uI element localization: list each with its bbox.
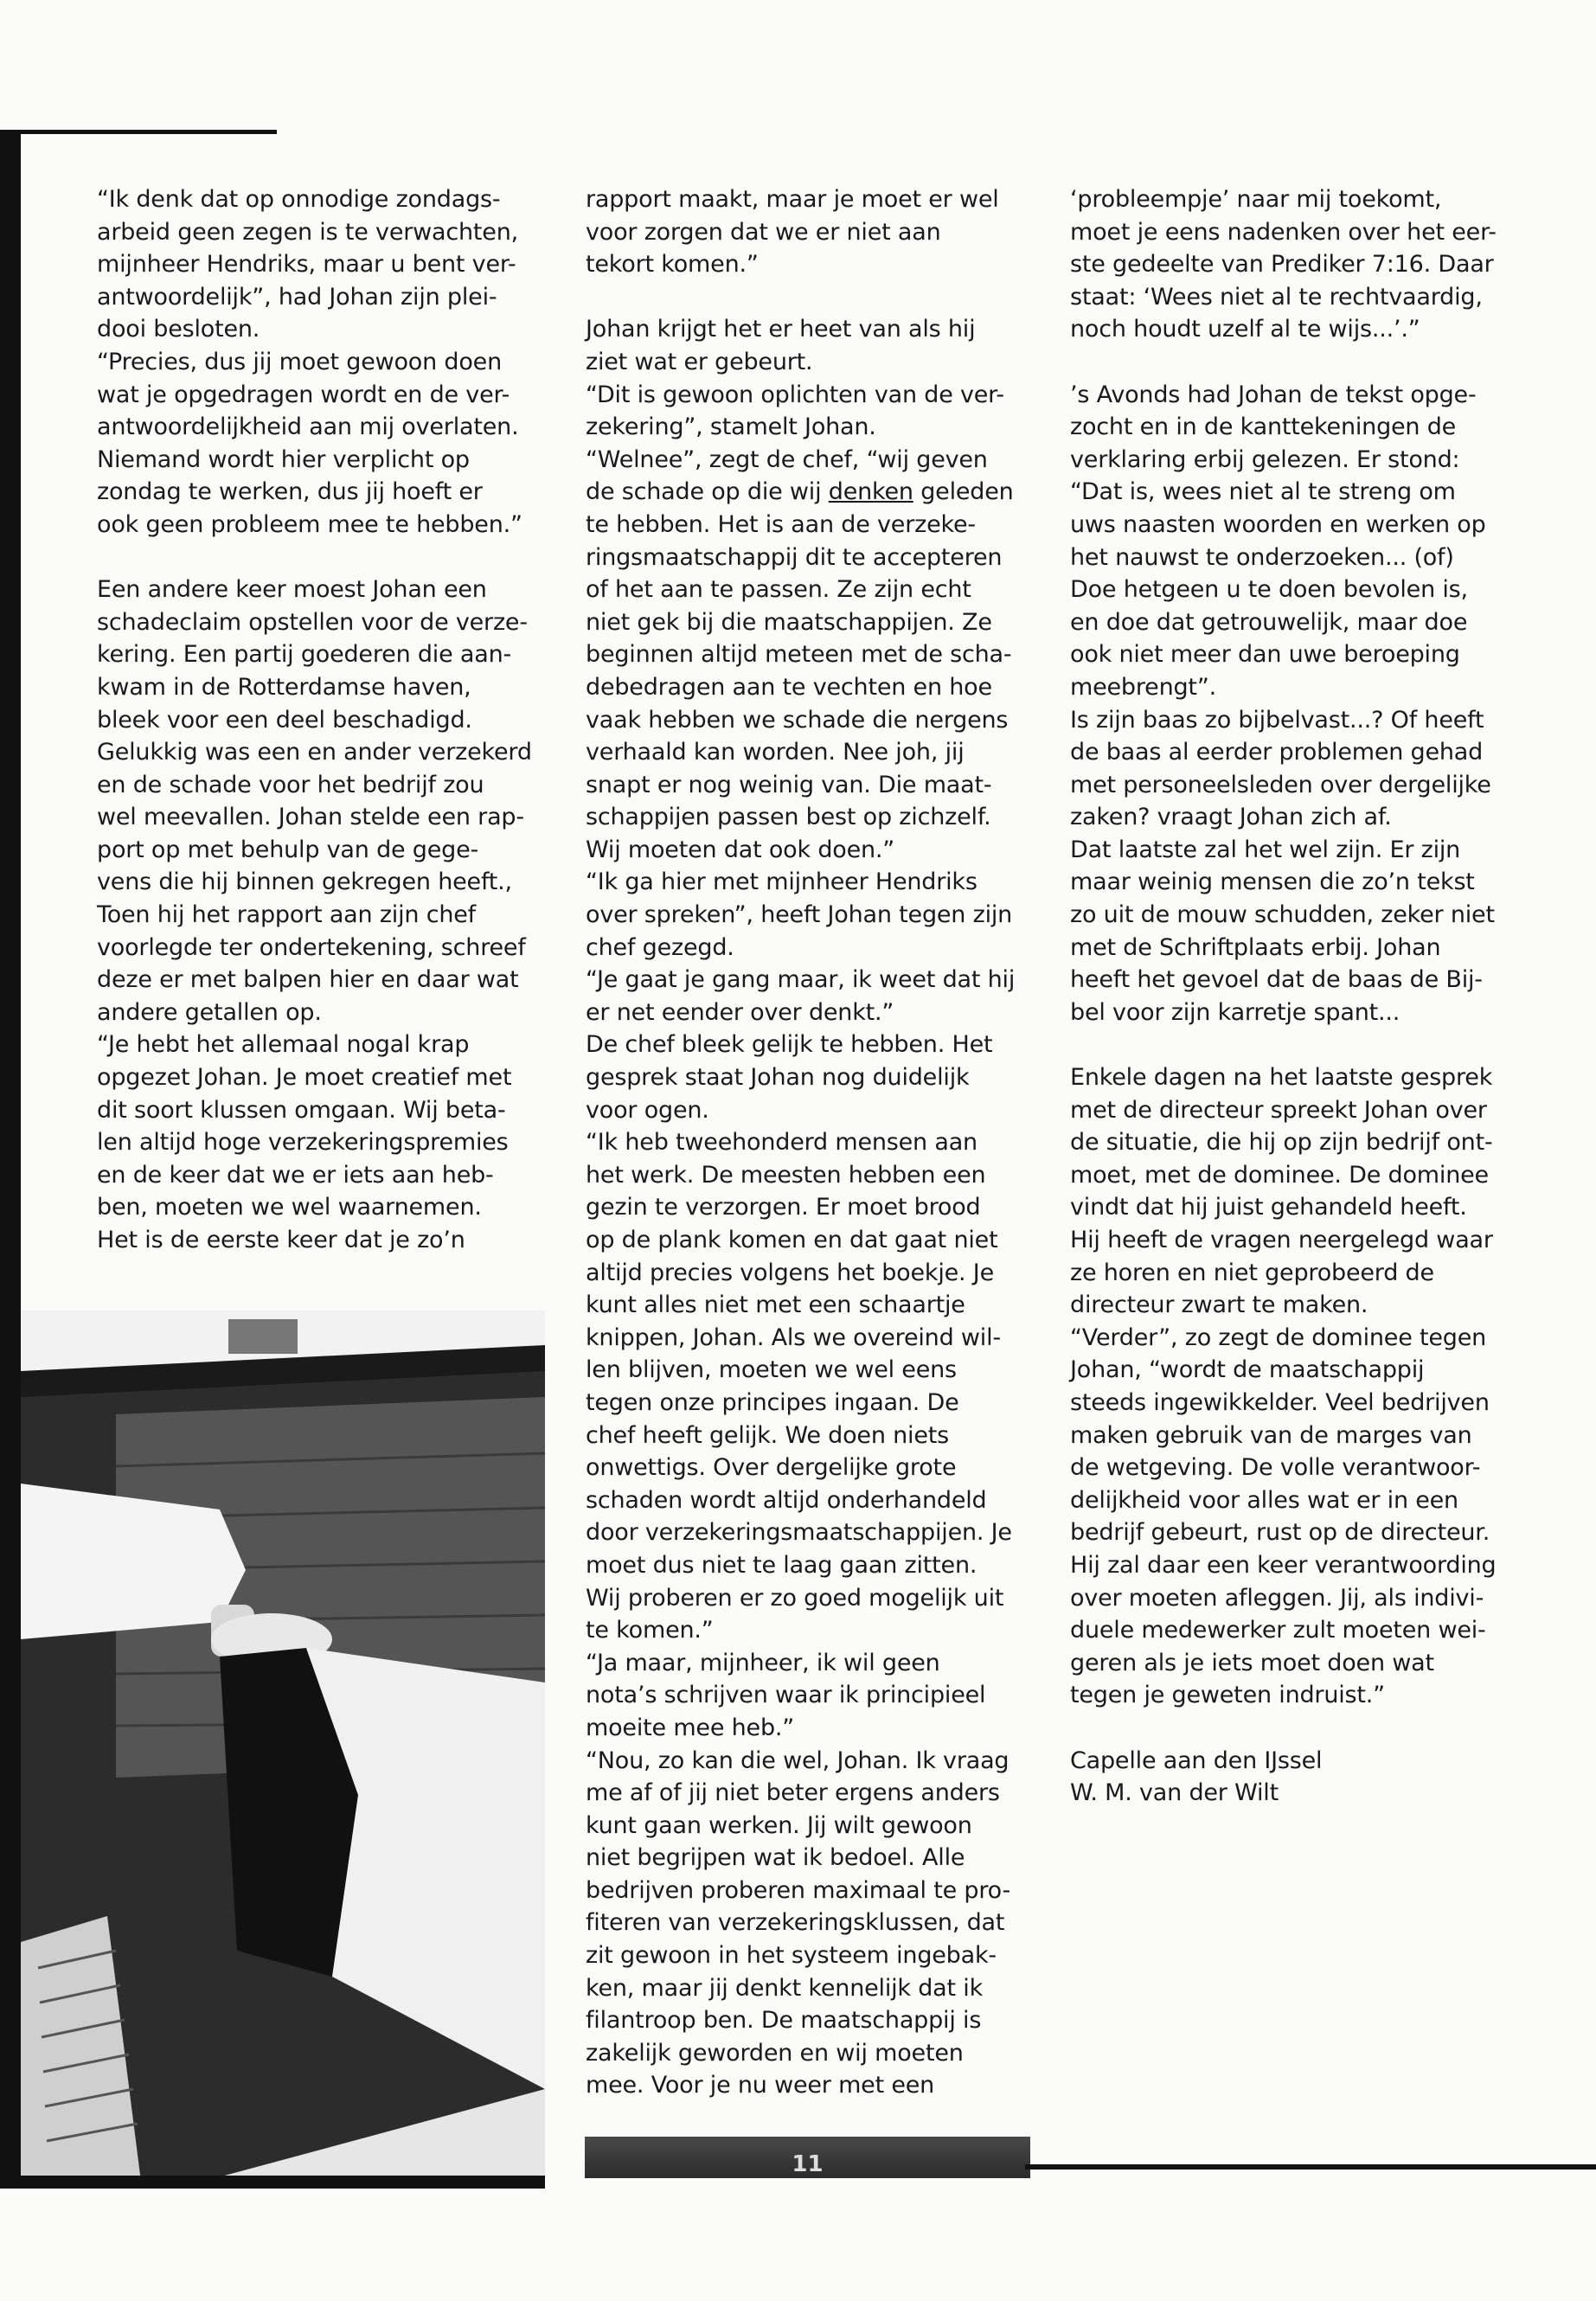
bottom-rule (1025, 2164, 1596, 2170)
page-number: 11 (585, 2137, 1030, 2178)
signature-author: W. M. van der Wilt (1070, 1779, 1279, 1807)
paragraph: ’s Avonds had Johan de tekst opge- zocht en in de kanttekeningen de verklaring erbij gelezen. Er stond: “Dat is, wees niet al te streng om uws naasten woorden en werken op het nauwst te onderzoeken... (of) Doe hetgeen u te doen bevolen is, en doe dat getrouwelijk, maar doe ook niet meer dan uwe beroeping meebrengt”. Is zijn baas zo bijbelvast...? Of heeft de baas al eerder problemen gehad met personeelsleden over dergelijke zaken? vraagt Johan zich af. Dat laatste zal het wel zijn. Er zijn maar weinig mensen die zo’n tekst zo uit de mouw schudden, zeker niet met de Schriftplaats erbij. Johan heeft het gevoel dat de baas de Bij- bel voor zijn karretje spant... (1070, 381, 1495, 1026)
left-page-edge (0, 130, 21, 2189)
paragraph: Enkele dagen na het laatste gesprek met de directeur spreekt Johan over de situatie, die hij op zijn bedrijf ont- moet, met de dominee. De dominee vindt dat hij juist gehandeld heeft. Hij heeft de vragen neergelegd waar ze horen en niet geprobeerd de directeur zwart te maken. “Verder”, zo zegt de dominee tegen Johan, “wordt de maatschappij steeds ingewikkelder. Veel bedrijven maken gebruik van de marges van de wetgeving. De volle verantwoor- delijkheid voor alles wat er in een bedrijf gebeurt, rust op de directeur. Hij zal daar een keer verantwoording over moeten afleggen. Jij, als indivi- duele medewerker zult moeten wei- geren als je iets moet doen wat tegen je geweten indruist.” (1070, 1064, 1497, 1709)
text-run: geleden te hebben. Het is aan de verzeke- ringsmaatschappij dit te accepteren of het aan te passen. Ze zijn echt niet gek bij die maatschappijen. Ze beginnen altijd meteen met de scha- debedragen aan te vechten en hoe vaak hebben we schade die nergens verhaald kan worden. Nee joh, jij snapt er nog weinig van. Die maat- schappijen passen best op zichzelf. Wij moeten dat ook doen.” “Ik ga hier met mijnheer Hendriks over spreken”, heeft Johan tegen zijn chef gezegd. “Je gaat je gang maar, ik weet dat hij er net eender over denkt.” De chef bleek gelijk te hebben. Het gesprek staat Johan nog duidelijk voor ogen. “Ik heb tweehonderd mensen aan het werk. De meesten hebben een gezin te verzorgen. Er moet brood op de plank komen en dat gaat niet altijd precies volgens het boekje. Je kunt alles niet met een schaartje knippen, Johan. Als we overeind wil- len blijven, moeten we wel eens tegen onze principes ingaan. De chef heeft gelijk. We doen niets onwettigs. Over dergelijke grote schaden wordt altijd onderhandeld door verzekeringsmaatschappijen. Je moet dus niet te laag gaan zitten. Wij proberen er zo goed mogelijk uit te komen.” “Ja maar, mijnheer, ik wil geen nota’s schrijven waar ik principieel moeite mee heb.” “Nou, zo kan die wel, Johan. Ik vraag me af of jij niet beter ergens anders kunt gaan werken. Jij wilt gewoon niet begrijpen wat ik bedoel. Alle bedrijven proberen maximaal te pro- fiteren van verzekeringsklussen, dat zit gewoon in het systeem ingebak- ken, maar jij denkt kennelijk dat ik filantroop ben. De maatschappij is zakelijk geworden en wij moeten mee. Voor je nu weer met een (586, 478, 1016, 2099)
paragraph: rapport maakt, maar je moet er wel voor zorgen dat we er niet aan tekort komen.” (586, 186, 999, 279)
column-1 (97, 183, 554, 1289)
paragraph: “Ik denk dat op onnodige zondags- arbeid geen zegen is te verwachten, mijnheer Hendriks, maar u bent ver- antwoordelijk”, had Johan zijn plei- dooi besloten. “Precies, dus jij moet gewoon doen wat je opgedragen wordt en de ver- antwoordelijkheid aan mij overlaten. Niemand wordt hier verplicht op zondag te werken, dus jij hoeft er ook geen probleem mee te hebben.” (97, 186, 522, 538)
column-2 (586, 183, 1042, 2102)
underlined-word: denken (828, 478, 913, 506)
top-rule (0, 130, 277, 134)
signature-place: Capelle aan den IJssel (1070, 1747, 1323, 1774)
paragraph (586, 313, 1042, 2102)
paragraph: Een andere keer moest Johan een schadeclaim opstellen voor de verze- kering. Een partij goederen die aan- kwam in de Rotterdamse haven, bleek voor een deel beschadigd. Gelukkig was een en ander verzekerd en de schade voor het bedrijf zou wel meevallen. Johan stelde een rap- port op met behulp van de gege- vens die hij binnen gekregen heeft., Toen hij het rapport aan zijn chef voorlegde ter ondertekening, schreef deze er met balpen hier en daar wat andere getallen op. “Je hebt het allemaal nogal krap opgezet Johan. Je moet creatief met dit soort klussen omgaan. Wij beta- len altijd hoge verzekeringspremies en de keer dat we er iets aan heb- ben, moeten we wel waarnemen. Het is de eerste keer dat je zo’n (97, 576, 532, 1253)
photo-office-computer (21, 1311, 545, 2189)
text-run: Johan krijgt het er heet van als hij ziet wat er gebeurt. “Dit is gewoon oplichten van de ver- zekering”, stamelt Johan. “Welnee”, zegt de chef, “wij geven de schade op die wij (586, 316, 1004, 506)
column-3 (1070, 183, 1527, 1810)
paragraph: ‘probleempje’ naar mij toekomt, moet je eens nadenken over het eer- ste gedeelte van Prediker 7:16. Daar staat: ‘Wees niet al te rechtvaardig, noch houdt uzelf al te wijs...’.” (1070, 186, 1497, 343)
